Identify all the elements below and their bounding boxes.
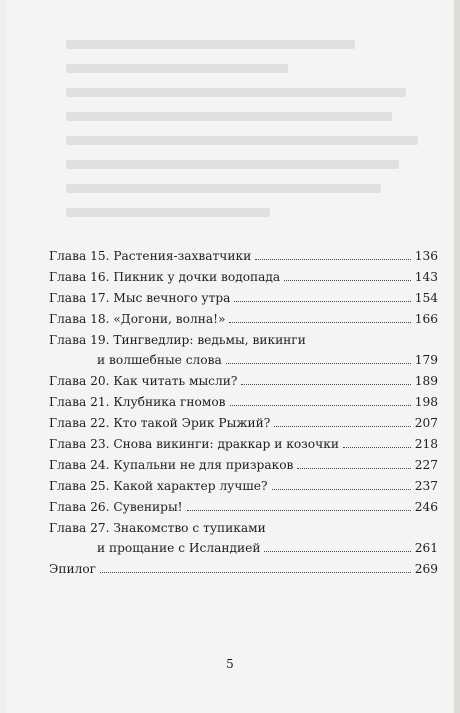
toc-entry-continuation[interactable]: и волшебные слова 179 [97, 353, 438, 368]
page-number: 5 [226, 657, 234, 671]
toc-entry[interactable]: Глава 17. Мыс вечного утра 154 [49, 290, 438, 305]
toc-entry[interactable]: Глава 22. Кто такой Эрик Рыжий? 207 [49, 416, 438, 431]
book-page [6, 0, 454, 713]
bleed-through-text [66, 40, 436, 240]
toc-entry[interactable]: Глава 15. Растения-захватчики 136 [49, 249, 438, 263]
toc-entry[interactable]: Глава 20. Как читать мысли? 189 [49, 374, 438, 389]
page-edge [454, 0, 460, 713]
toc-entry[interactable]: Глава 18. «Догони, волна!» 166 [49, 311, 438, 326]
table-of-contents [49, 246, 438, 580]
toc-entry[interactable]: Глава 21. Клубника гномов 198 [49, 395, 438, 410]
toc-entry[interactable]: Глава 16. Пикник у дочки водопада 143 [49, 269, 438, 284]
toc-entry[interactable]: Глава 24. Купальни не для призраков 227 [49, 457, 438, 472]
toc-entry[interactable]: Глава 19. Тингведлир: ведьмы, викинги [49, 332, 306, 347]
toc-entry[interactable]: Глава 25. Какой характер лучше? 237 [49, 478, 438, 493]
toc-entry[interactable]: Эпилог 269 [49, 562, 438, 577]
toc-entry[interactable]: Глава 23. Снова викинги: драккар и козочки 218 [49, 437, 438, 452]
toc-entry-continuation[interactable]: и прощание с Исландией 261 [97, 541, 438, 556]
toc-entry[interactable]: Глава 27. Знакомство с тупиками [49, 520, 266, 535]
toc-entry[interactable]: Глава 26. Сувениры! 246 [49, 499, 438, 514]
